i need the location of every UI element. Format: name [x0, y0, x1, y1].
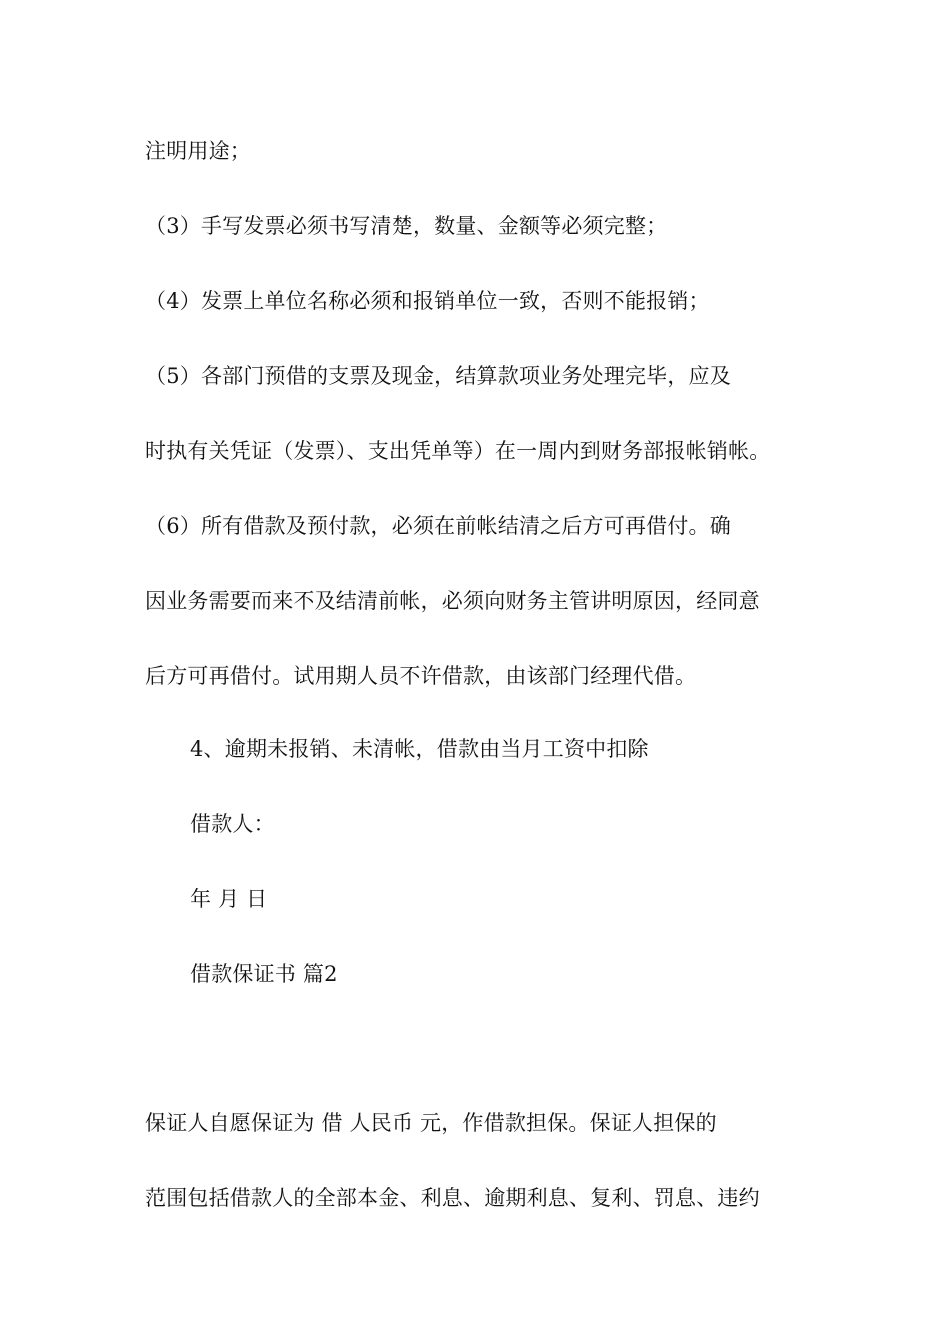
text-line: 范围包括借款人的全部本金、利息、逾期利息、复利、罚息、违约 [145, 1186, 760, 1210]
text-line: （4）发票上单位名称必须和报销单位一致，否则不能报销； [145, 289, 710, 313]
text-line: （3）手写发票必须书写清楚，数量、金额等必须完整； [145, 214, 668, 238]
text-line: 保证人自愿保证为 借 人民币 元，作借款担保。保证人担保的 [145, 1111, 717, 1135]
section-title: 借款保证书 篇2 [190, 962, 338, 986]
text-line: （6）所有借款及预付款，必须在前帐结清之后方可再借付。确 [145, 514, 731, 538]
text-line: 借款人： [190, 812, 275, 836]
text-line: 注明用途； [145, 139, 251, 163]
text-line: （5）各部门预借的支票及现金，结算款项业务处理完毕，应及 [145, 364, 731, 388]
text-line: 后方可再借付。试用期人员不许借款，由该部门经理代借。 [145, 664, 697, 688]
text-line: 因业务需要而来不及结清前帐，必须向财务主管讲明原因，经同意 [145, 589, 760, 613]
text-line: 4、逾期未报销、未清帐，借款由当月工资中扣除 [190, 737, 649, 761]
text-line: 时执有关凭证（发票）、支出凭单等）在一周内到财务部报帐销帐。 [145, 439, 771, 463]
text-line: 年 月 日 [190, 887, 268, 911]
